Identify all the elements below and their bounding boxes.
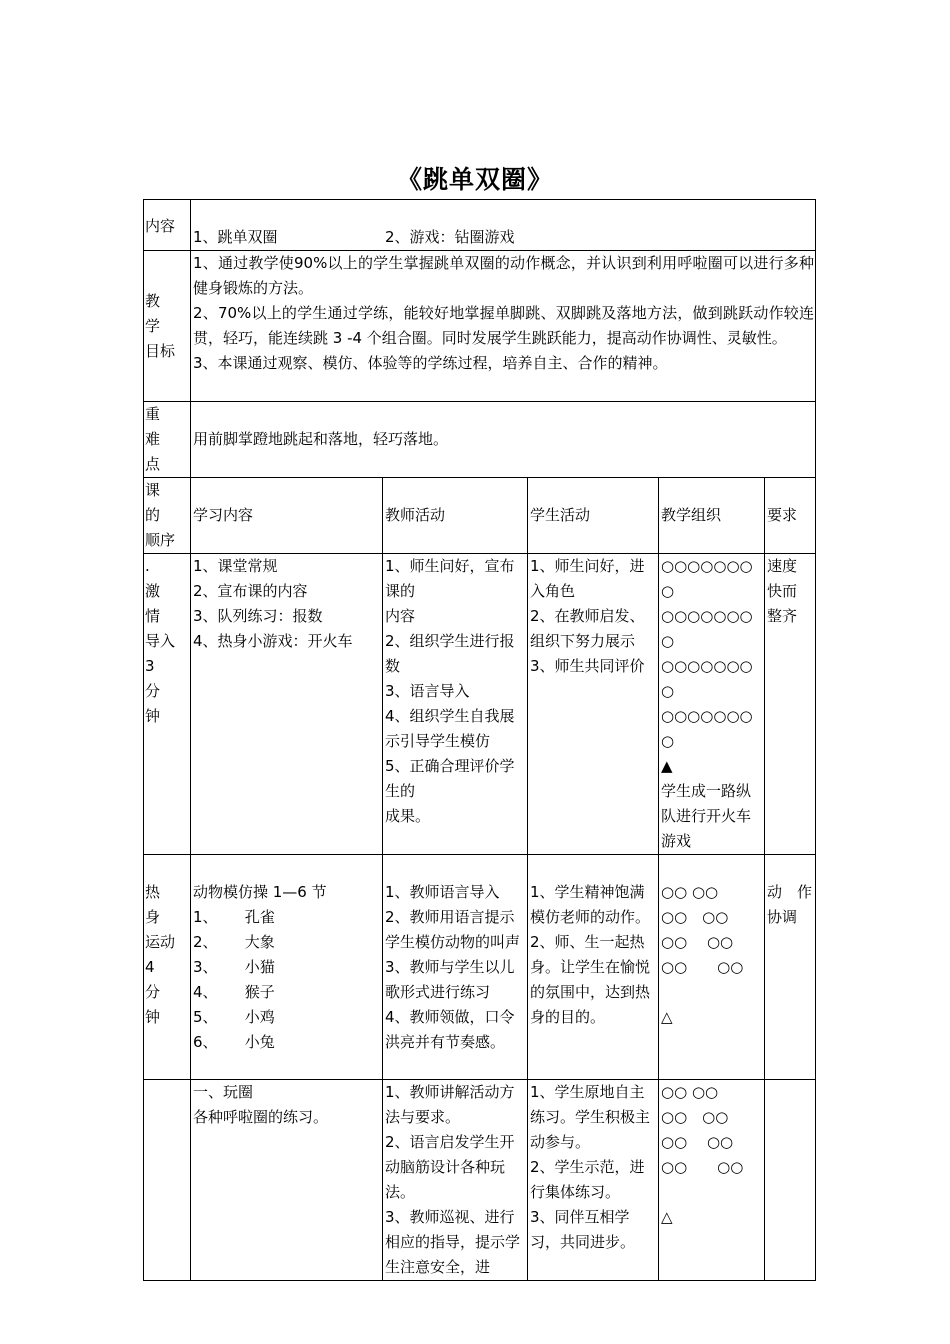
stage-cell	[144, 1080, 191, 1281]
teacher-cell: 1、教师讲解活动方法与要求。 2、语言启发学生开动脑筋设计各种玩法。 3、教师巡视、进行相应的指导，提示学生注意安全，进	[383, 1080, 528, 1281]
table-row	[144, 1080, 816, 1281]
organization-cell: ○○ ○○ ○○ ○○ ○○ ○○ ○○ ○○ △	[659, 855, 765, 1080]
requirement-cell	[765, 1080, 816, 1281]
header-student: 学生活动	[528, 478, 659, 554]
goals-text: 1、通过教学使90%以上的学生掌握跳单双圈的动作概念，并认识到利用呼啦圈可以进行多种健身锻炼的方法。 2、70%以上的学生通过学练，能较好地掌握单脚跳、双脚跳及落地方法，做到跳跃动作较连贯，轻巧，能连续跳 3 -4 个组合圈。同时发展学生跳跃能力，提高动作协调性、灵敏性。 3、本课通过观察、模仿、体验等的学练过程，培养自主、合作的精神。	[191, 251, 816, 402]
header-organization: 教学组织	[659, 478, 765, 554]
goals-label: 教 学 目标	[144, 251, 191, 402]
student-cell: 1、学生原地自主练习。学生积极主动参与。 2、学生示范，进行集体练习。 3、同伴互相学习，共同进步。	[528, 1080, 659, 1281]
student-cell: 1、师生问好，进入角色 2、在教师启发、组织下努力展示 3、师生共同评价	[528, 554, 659, 855]
table-row	[144, 554, 816, 855]
header-learning: 学习内容	[191, 478, 383, 554]
page-title: 《跳单双圈》	[396, 165, 553, 194]
stage-cell: . 激 情 导入 3 分 钟	[144, 554, 191, 855]
column-header-row	[144, 478, 816, 554]
content-item-1: 1、跳单双圈	[193, 228, 278, 246]
lesson-plan-table	[143, 199, 816, 1281]
header-teacher: 教师活动	[383, 478, 528, 554]
content-label: 内容	[144, 200, 191, 251]
organization-cell: ○○○○○○○○ ○○○○○○○○ ○○○○○○○○ ○○○○○○○○ ▲ 学生成一路纵队进行开火车游戏	[659, 554, 765, 855]
learning-cell: 动物模仿操 1—6 节 1、 孔雀 2、 大象 3、 小猫 4、 猴子 5、 小鸡 6、 小兔	[191, 855, 383, 1080]
student-cell: 1、学生精神饱满模仿老师的动作。 2、师、生一起热身。让学生在愉悦的氛围中，达到热身的目的。	[528, 855, 659, 1080]
requirement-cell: 速度 快而 整齐	[765, 554, 816, 855]
teacher-cell: 1、师生问好，宣布课的 内容 2、组织学生进行报数 3、语言导入 4、组织学生自我展示引导学生模仿 5、正确合理评价学生的 成果。	[383, 554, 528, 855]
key-point-text: 用前脚掌蹬地跳起和落地，轻巧落地。	[191, 402, 816, 478]
content-item-2: 2、游戏：钻圈游戏	[385, 228, 515, 246]
key-point-label: 重 难 点	[144, 402, 191, 478]
goals-row	[144, 251, 816, 402]
table-row	[144, 855, 816, 1080]
requirement-cell: 动 作 协调	[765, 855, 816, 1080]
learning-cell: 一、玩圈 各种呼啦圈的练习。	[191, 1080, 383, 1281]
content-row	[144, 200, 816, 251]
learning-cell: 1、课堂常规 2、宣布课的内容 3、队列练习：报数 4、热身小游戏：开火车	[191, 554, 383, 855]
content-cell	[191, 200, 816, 251]
organization-cell: ○○ ○○ ○○ ○○ ○○ ○○ ○○ ○○ △	[659, 1080, 765, 1281]
stage-cell: 热 身 运动 4 分 钟	[144, 855, 191, 1080]
header-requirement: 要求	[765, 478, 816, 554]
key-point-row	[144, 402, 816, 478]
header-order: 课 的 顺序	[144, 478, 191, 554]
teacher-cell: 1、教师语言导入 2、教师用语言提示学生模仿动物的叫声 3、教师与学生以儿歌形式进行练习 4、教师领做，口令洪亮并有节奏感。	[383, 855, 528, 1080]
